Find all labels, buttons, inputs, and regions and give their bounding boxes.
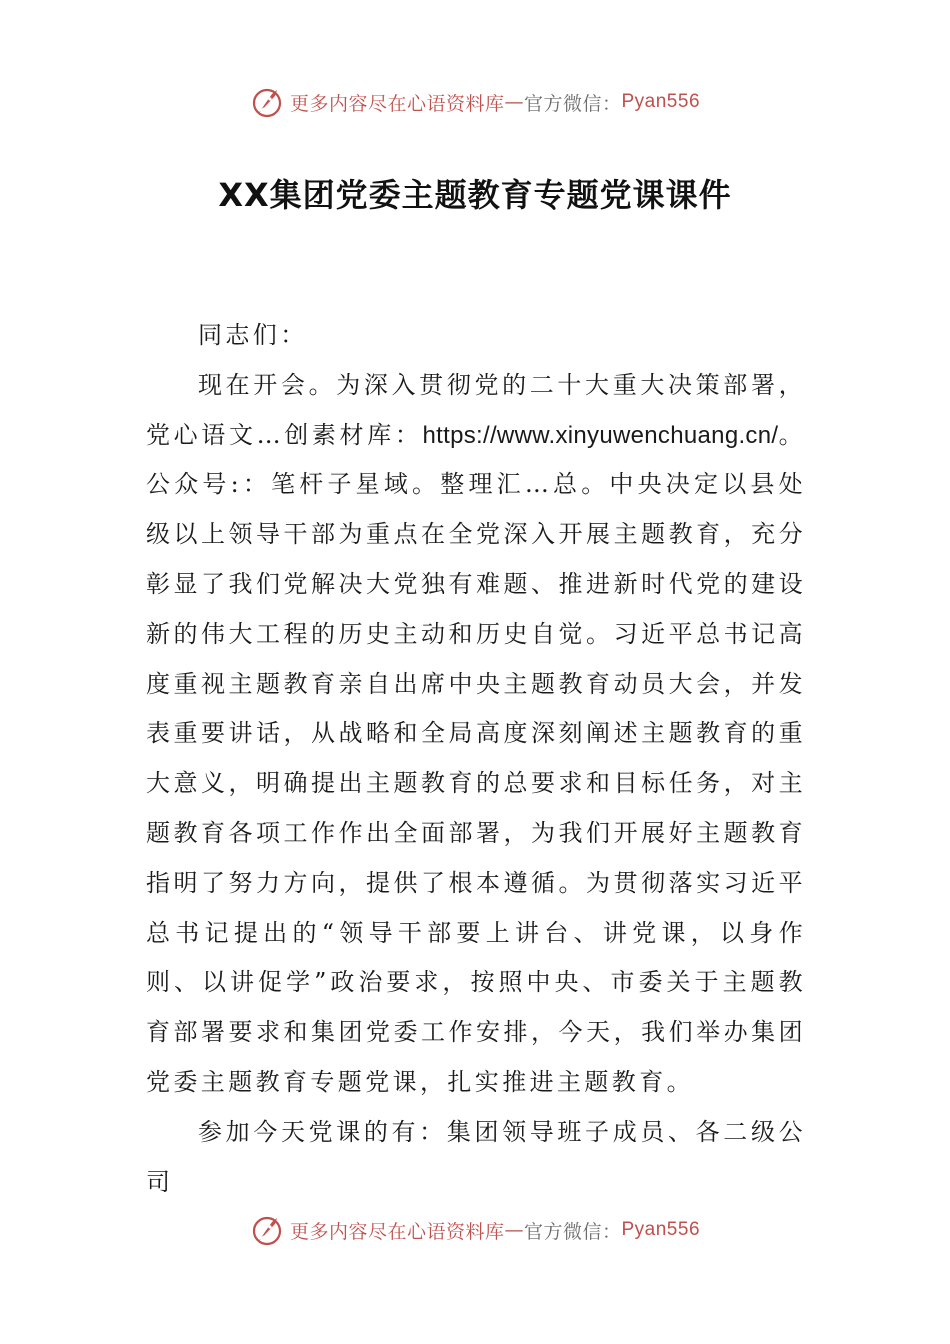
banner-wechat-label: 官方微信： xyxy=(523,1220,622,1243)
greeting-paragraph: 同志们： xyxy=(198,321,308,349)
banner-wechat-id: Pyan556 xyxy=(621,1219,701,1240)
document-title: XX集团党委主题教育专题党课课件 xyxy=(218,176,732,214)
banner-separator: — xyxy=(504,91,524,113)
banner-separator: — xyxy=(504,1219,524,1241)
paragraph-1-url: https://www.xinyuwenchuang.cn/ xyxy=(422,421,779,449)
paragraph-1-text-a: 现在开会。为深入贯彻党的二十大重大决策部署，党心语文…创素材库： xyxy=(146,370,806,449)
body-paragraph-2: 参加今天党课的有：集团领导班子成员、各二级公司 xyxy=(146,1117,806,1196)
pen-nib-logo-icon xyxy=(250,84,286,120)
document-body xyxy=(146,311,806,1207)
paragraph-1-text-b: 。公众号:：笔杆子星域。整理汇…总。中央决定以县处级以上领导干部为重点在全党深入开展主题教育，充分彰显了我们党解决大党独有难题、推进新时代党的建设新的伟大工程的历史主动和历史自觉。习近平总书记高度重视主题教育亲自出席中央主题教育动员大会，并发表重要讲话，从战略和全局高度深刻阐述主题教育的重大意义，明确提出主题教育的总要求和目标任务，对主题教育各项工作作出全面部署，为我们开展好主题教育指明了努力方向，提供了根本遵循。为贯彻落实习近平总书记提出的“领导干部要上讲台、讲党课，以身作则、以讲促学”政治要求，按照中央、市委关于主题教育部署要求和集团党委工作安排，今天，我们举办集团党委主题教育专题党课，扎实推进主题教育。 xyxy=(146,420,807,1096)
banner-wechat-id: Pyan556 xyxy=(621,91,701,112)
banner-wechat-label: 官方微信： xyxy=(523,92,622,115)
banner-text: 更多内容尽在心语资料库 xyxy=(289,92,505,115)
banner-text: 更多内容尽在心语资料库 xyxy=(289,1220,505,1243)
footer-banner xyxy=(0,1210,950,1250)
header-banner xyxy=(0,82,950,122)
pen-nib-logo-icon xyxy=(250,1212,286,1248)
body-paragraph-1 xyxy=(146,361,806,1108)
